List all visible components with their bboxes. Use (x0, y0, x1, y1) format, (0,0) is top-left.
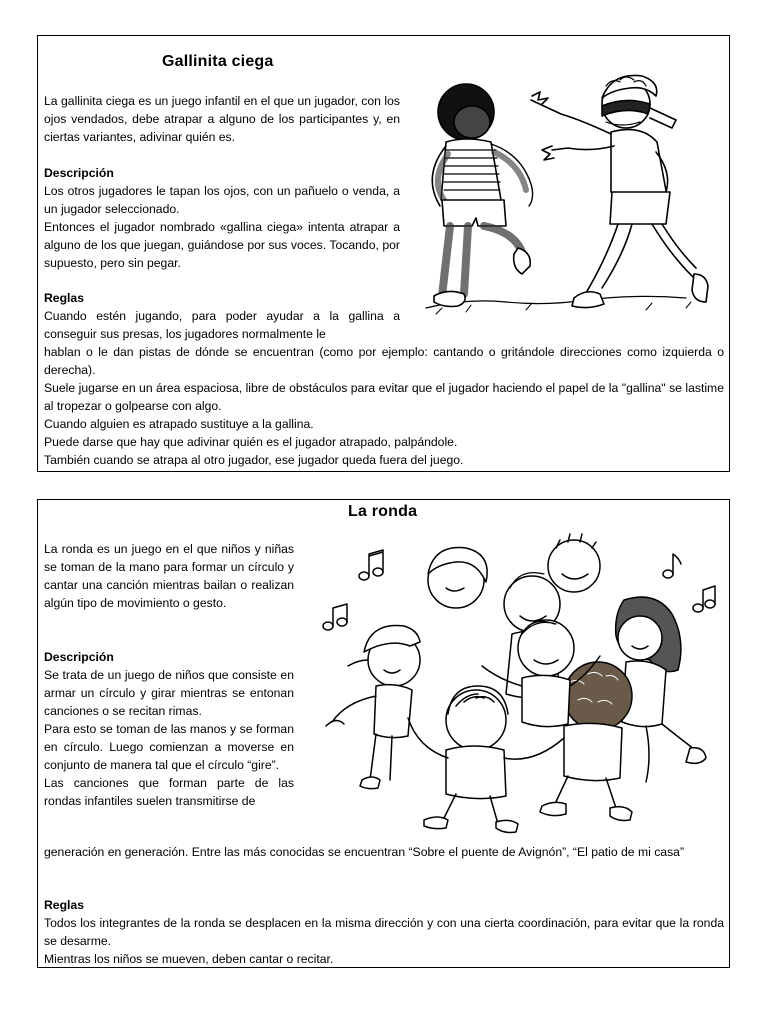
ronda-descripcion (44, 648, 294, 810)
gallinita-descripcion (44, 164, 400, 272)
children-circle-dance-illustration (306, 530, 726, 840)
ronda-reglas-2: Mientras los niños se mueven, deben cantar o recitar. (44, 952, 334, 966)
gallinita-reglas-5: También cuando se atrapa al otro jugador, ese jugador queda fuera del juego. (44, 453, 464, 467)
ronda-reglas-1: Todos los integrantes de la ronda se desplacen en la misma dirección y con una cierta coordinación, para evitar que la ronda se desarme. (44, 916, 724, 948)
gallinita-reglas-1b: hablan o le dan pistas de dónde se encuentran (como por ejemplo: cantando o gritándole direcciones como izquierda o derecha). (44, 345, 724, 377)
ronda-descripcion-cont (44, 843, 724, 861)
gallinita-reglas-4: Puede darse que hay que adivinar quién es el jugador atrapado, palpándole. (44, 435, 458, 449)
ronda-reglas (44, 896, 724, 968)
la-ronda-title: La ronda (348, 503, 418, 520)
ronda-descripcion-2: Para esto se toman de las manos y se forman en círculo. Luego comienzan a moverse en conjunto de manera tal que el círculo “gire”. (44, 722, 294, 772)
ronda-intro (44, 540, 294, 612)
gallinita-reglas-cont (44, 343, 724, 469)
music-note-icon (359, 550, 383, 580)
gallinita-reglas-1a: Cuando estén jugando, para poder ayudar a la gallina a conseguir sus presas, los jugadores normalmente le (44, 309, 400, 341)
gallinita-ciega-title: Gallinita ciega (162, 53, 274, 70)
gallinita-descripcion-1: Los otros jugadores le tapan los ojos, con un pañuelo o venda, a un jugador seleccionado. (44, 184, 400, 216)
gallinita-reglas-2: Suele jugarse en un área espaciosa, libre de obstáculos para evitar que el jugador haciendo el papel de la "gallina" se lastime al tropezar o golpearse con algo. (44, 381, 724, 413)
ronda-descripcion-heading: Descripción (44, 650, 114, 664)
gallinita-descripcion-2: Entonces el jugador nombrado «gallina ciega» intenta atrapar a alguno de los que juegan, guiándose por sus voces. Tocando, por supuesto, pero sin pegar. (44, 220, 400, 270)
children-playing-blindfold-illustration (406, 42, 726, 342)
gallinita-reglas-3: Cuando alguien es atrapado sustituye a la gallina. (44, 417, 314, 431)
gallinita-reglas-heading: Reglas (44, 291, 84, 305)
gallinita-intro-text: La gallinita ciega es un juego infantil en el que un jugador, con los ojos vendados, debe atrapar a alguno de los participantes y, en ciertas variantes, adivinar quién es. (44, 94, 400, 144)
la-ronda-card (37, 499, 730, 968)
ronda-descripcion-3b: generación en generación. Entre las más conocidas se encuentran “Sobre el puente de Avignón”, “El patio de mi casa” (44, 845, 685, 859)
gallinita-descripcion-heading: Descripción (44, 166, 114, 180)
ronda-descripcion-1: Se trata de un juego de niños que consiste en armar un círculo y girar mientras se entonan canciones o se recitan rimas. (44, 668, 294, 718)
ronda-intro-text: La ronda es un juego en el que niños y niñas se toman de la mano para formar un círculo y cantar una canción mientras bailan o realizan algún tipo de movimiento o gesto. (44, 542, 294, 610)
gallinita-intro (44, 92, 400, 146)
gallinita-ciega-card (37, 35, 730, 472)
ronda-reglas-heading: Reglas (44, 898, 84, 912)
ronda-descripcion-3a: Las canciones que forman parte de las rondas infantiles suelen transmitirse de (44, 776, 294, 808)
gallinita-reglas (44, 289, 400, 343)
